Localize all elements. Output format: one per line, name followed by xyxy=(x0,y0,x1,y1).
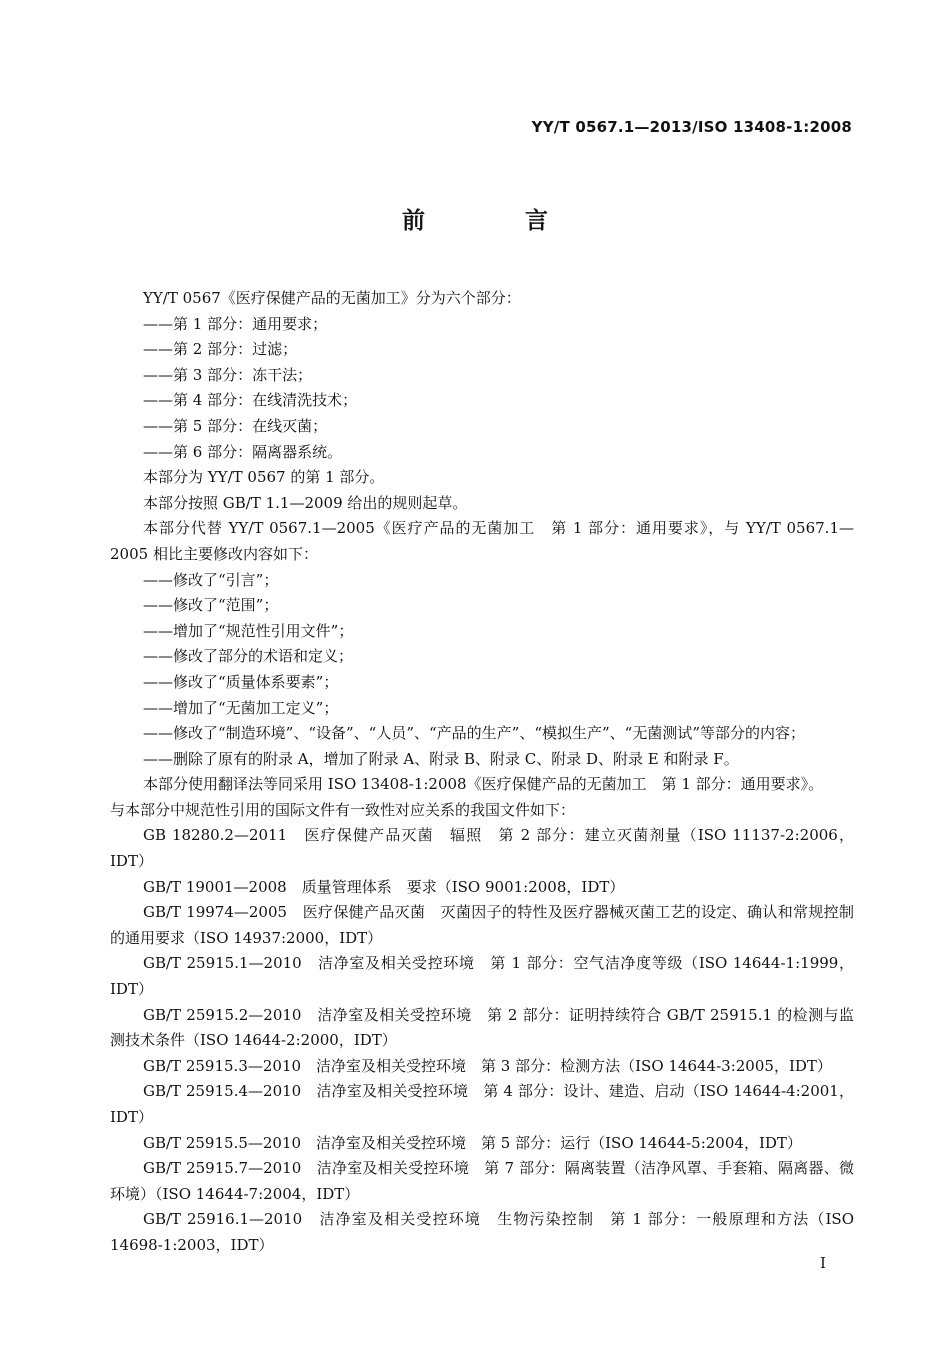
list-item-change: ——增加了“规范性引用文件”； xyxy=(143,621,354,640)
body-text xyxy=(110,286,854,1259)
paragraph-part-statement: 本部分为 YY/T 0567 的第 1 部分。 xyxy=(143,468,385,487)
list-item-part-3: ——第 3 部分：冻干法； xyxy=(143,365,313,384)
list-item-part-4: ——第 4 部分：在线清洗技术； xyxy=(143,391,358,410)
list-item-part-2: ——第 2 部分：过滤； xyxy=(143,340,298,359)
paragraph-replacement: 本部分代替 YY/T 0567.1—2005《医疗产品的无菌加工 第 1 部分：通用要求》，与 YY/T 0567.1—2005 相比主要修改内容如下： xyxy=(110,519,854,563)
reference-item: GB/T 19001—2008 质量管理体系 要求（ISO 9001:2008，IDT） xyxy=(143,877,625,896)
list-item-change: ——修改了“质量体系要素”； xyxy=(143,672,339,691)
page-title: 前 言 xyxy=(401,208,594,234)
paragraph-drafting-rules: 本部分按照 GB/T 1.1—2009 给出的规则起草。 xyxy=(143,493,468,512)
list-item-change: ——增加了“无菌加工定义”； xyxy=(143,698,339,717)
page-number: I xyxy=(820,1254,826,1272)
list-item-part-1: ——第 1 部分：通用要求； xyxy=(143,314,328,333)
reference-item: GB/T 25915.7—2010 洁净室及相关受控环境 第 7 部分：隔离装置（洁净风罩、手套箱、隔离器、微环境）（ISO 14644-7:2004，IDT） xyxy=(110,1159,854,1203)
reference-item: GB/T 25915.1—2010 洁净室及相关受控环境 第 1 部分：空气洁净度等级（ISO 14644-1:1999，IDT） xyxy=(110,954,854,999)
standard-code-header: YY/T 0567.1—2013/ISO 13408-1:2008 xyxy=(531,118,852,136)
reference-item: GB/T 19974—2005 医疗保健产品灭菌 灭菌因子的特性及医疗器械灭菌工艺的设定、确认和常规控制的通用要求（ISO 14937:2000，IDT） xyxy=(110,903,854,947)
paragraph-correspondence: 与本部分中规范性引用的国际文件有一致性对应关系的我国文件如下： xyxy=(110,800,576,819)
list-item-change: ——修改了“范围”； xyxy=(143,596,279,615)
reference-item: GB/T 25915.4—2010 洁净室及相关受控环境 第 4 部分：设计、建造、启动（ISO 14644-4:2001，IDT） xyxy=(110,1082,854,1126)
list-item-change: ——修改了“引言”； xyxy=(143,570,279,589)
list-item-part-5: ——第 5 部分：在线灭菌； xyxy=(143,416,328,435)
reference-item: GB/T 25916.1—2010 洁净室及相关受控环境 生物污染控制 第 1 部分：一般原理和方法（ISO 14698-1:2003，IDT） xyxy=(110,1210,854,1254)
paragraph-parts-intro: YY/T 0567《医疗保健产品的无菌加工》分为六个部分： xyxy=(143,289,521,307)
list-item-part-6: ——第 6 部分：隔离器系统。 xyxy=(143,442,343,461)
reference-item: GB/T 25915.3—2010 洁净室及相关受控环境 第 3 部分：检测方法（ISO 14644-3:2005，IDT） xyxy=(143,1056,832,1075)
list-item-change: ——修改了“制造环境”、“设备”、“人员”、“产品的生产”、“模拟生产”、“无菌测试”等部分的内容； xyxy=(143,724,806,743)
reference-item: GB 18280.2—2011 医疗保健产品灭菌 辐照 第 2 部分：建立灭菌剂量（ISO 11137-2:2006，IDT） xyxy=(110,826,854,871)
reference-item: GB/T 25915.5—2010 洁净室及相关受控环境 第 5 部分：运行（ISO 14644-5:2004，IDT） xyxy=(143,1133,802,1152)
reference-item: GB/T 25915.2—2010 洁净室及相关受控环境 第 2 部分：证明持续符合 GB/T 25915.1 的检测与监测技术条件（ISO 14644-2:2000，IDT） xyxy=(110,1005,854,1050)
paragraph-adoption: 本部分使用翻译法等同采用 ISO 13408-1:2008《医疗保健产品的无菌加工 第 1 部分：通用要求》。 xyxy=(143,775,824,794)
list-item-change: ——修改了部分的术语和定义； xyxy=(143,647,354,666)
list-item-change: ——删除了原有的附录 A，增加了附录 A、附录 B、附录 C、附录 D、附录 E 和附录 F。 xyxy=(143,749,739,768)
